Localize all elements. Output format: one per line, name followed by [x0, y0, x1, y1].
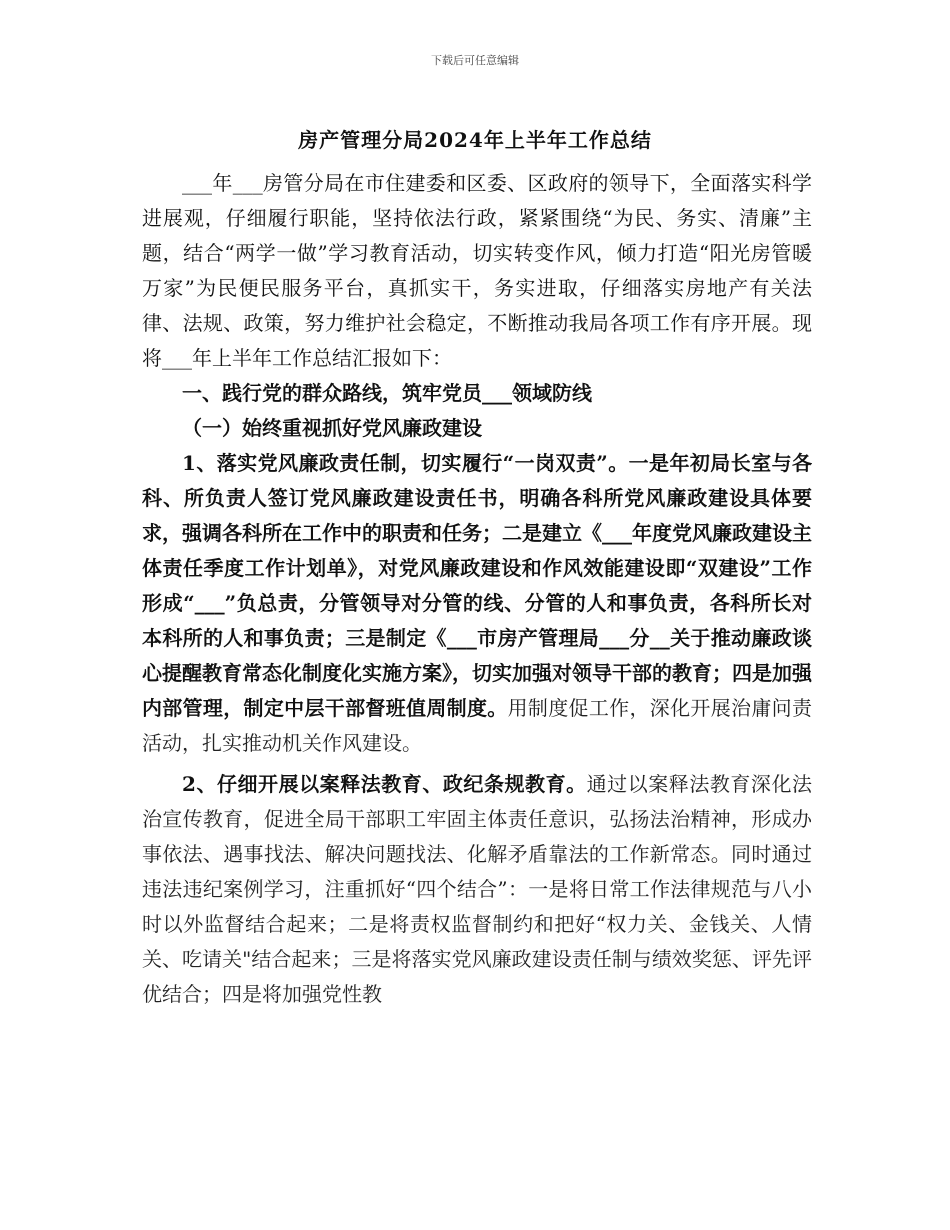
intro-paragraph: ___年___房管分局在市住建委和区委、区政府的领导下，全面落实科学进展观，仔细履行职能，坚持依法行政，紧紧围绕“为民、务实、清廉”主题，结合“两学一做”学习教育活动，切实转变作风，倾力打造“阳光房管暖万家”为民便民服务平台，真抓实干，务实进取，仔细落实房地产有关法律、法规、政策，努力维护社会稳定，不断推动我局各项工作有序开展。现将___年上半年工作总结汇报如下： [142, 171, 812, 370]
item-paragraph-1 [142, 446, 812, 761]
item-1-bold-text: 1、落实党风廉政责任制，切实履行“一岗双责”。一是年初局长室与各科、所负责人签订党风廉政建设责任书，明确各科所党风廉政建设具体要求，强调各科所在工作中的职责和任务；二是建立《___年度党风廉政建设主体责任季度工作计划单》，对党风廉政建设和作风效能建设即“双建设”工作形成“___”负总责，分管领导对分管的线、分管的人和事负责，各科所长对本科所的人和事负责；三是制定《___市房产管理局___分__关于推动廉政谈心提醒教育常态化制度化实施方案》，切实加强对领导干部的教育；四是加强内部管理，制定中层干部督班值周制度。 [142, 451, 812, 720]
header-note: 下载后可任意编辑 [431, 54, 519, 67]
item-2-bold-text: 2、仔细开展以案释法教育、政纪条规教育。 [182, 772, 587, 796]
document-title: 房产管理分局2024年上半年工作总结 [298, 128, 652, 152]
subsection-heading: （一）始终重视抓好党风廉政建设 [182, 416, 482, 440]
item-paragraph-2 [142, 767, 812, 1012]
item-2-normal-text: 通过以案释法教育深化法治宣传教育，促进全局干部职工牢固主体责任意识，弘扬法治精神，形成办事依法、遇事找法、解决问题找法、化解矛盾靠法的工作新常态。同时通过违法违纪案例学习，注重抓好“四个结合”：一是将日常工作法律规范与八小时以外监督结合起来；二是将责权监督制约和把好“权力关、金钱关、人情关、吃请关"结合起来；三是将落实党风廉政建设责任制与绩效奖惩、评先评优结合；四是将加强党性教 [142, 772, 812, 1006]
document-body [142, 166, 812, 1012]
section-heading: 一、践行党的群众路线，筑牢党员___领域防线 [182, 381, 592, 405]
item-1-normal-text: 用制度促工作，深化开展治庸问责活动，扎实推动机关作风建设。 [142, 696, 812, 755]
